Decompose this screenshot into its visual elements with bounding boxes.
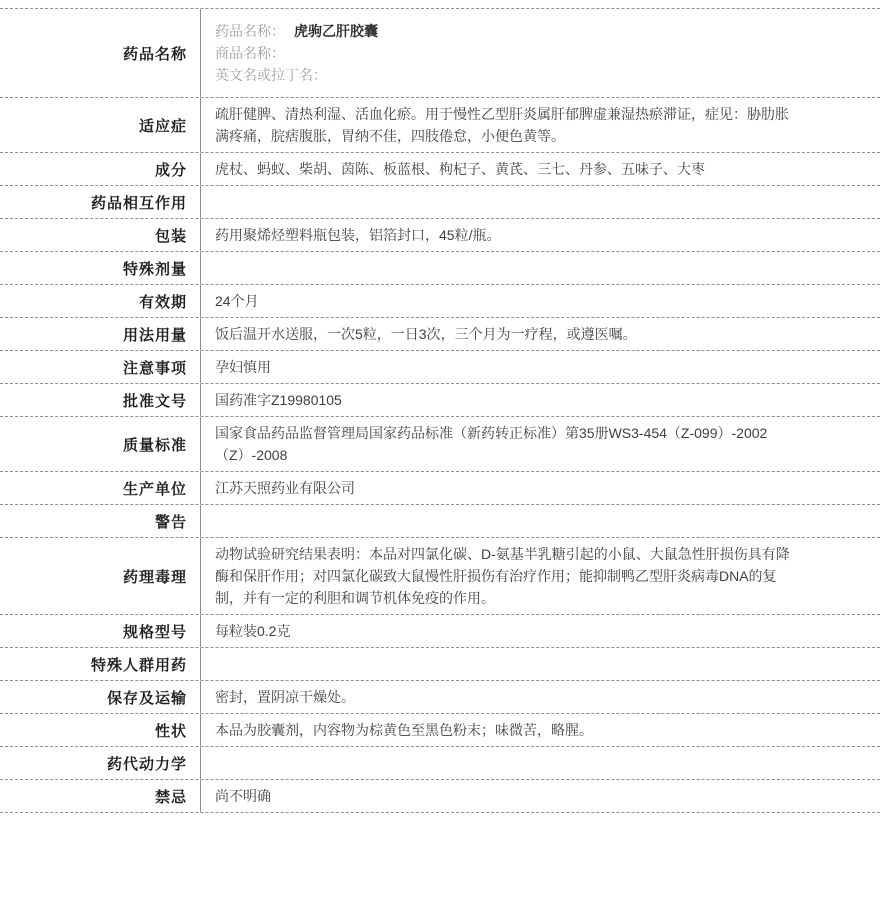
row-label: 药品名称 [122, 45, 187, 63]
row-label-cell [0, 472, 201, 504]
table-row-manufacturer [0, 472, 880, 505]
row-label-cell [0, 648, 201, 680]
row-label-cell [0, 780, 201, 812]
row-label: 包装 [154, 227, 187, 245]
row-label-cell [0, 505, 201, 537]
row-label-cell [0, 219, 201, 251]
table-row-ingredients [0, 153, 880, 186]
row-label: 药理毒理 [122, 568, 187, 586]
table-row-approval-number [0, 384, 880, 417]
row-label-cell [0, 615, 201, 647]
table-row-packaging [0, 219, 880, 252]
row-label: 用法用量 [122, 326, 187, 344]
table-row-dosage-usage [0, 318, 880, 351]
table-row-shelf-life [0, 285, 880, 318]
drug-name-line [215, 20, 378, 42]
row-label: 禁忌 [154, 788, 187, 806]
row-label: 特殊人群用药 [90, 656, 187, 674]
row-label-cell [0, 153, 201, 185]
row-value-cell [201, 648, 880, 680]
row-value-cell [201, 747, 880, 779]
row-label: 特殊剂量 [122, 260, 187, 278]
trade-name-line [215, 42, 378, 64]
row-label-cell [0, 714, 201, 746]
row-label-cell [0, 681, 201, 713]
row-value: 国药准字Z19980105 [215, 392, 342, 408]
row-value-cell [201, 681, 880, 713]
row-label: 成分 [154, 161, 187, 179]
row-value: 动物试验研究结果表明：本品对四氯化碳、D-氨基半乳糖引起的小鼠、大鼠急性肝损伤具有降酶和保肝作用；对四氯化碳致大鼠慢性肝损伤有治疗作用；能抑制鸭乙型肝炎病毒DNA的复制，并有一定的利胆和调节机体免疫的作用。 [215, 546, 790, 606]
row-value-cell [201, 318, 880, 350]
row-value: 密封，置阴凉干燥处。 [215, 689, 355, 705]
row-label: 质量标准 [122, 436, 187, 454]
row-value: 虎杖、蚂蚁、柴胡、茵陈、板蓝根、枸杞子、黄芪、三七、丹参、五味子、大枣 [215, 161, 705, 177]
row-value-cell [201, 472, 880, 504]
row-value-cell [201, 219, 880, 251]
table-row-special-population [0, 648, 880, 681]
row-label-cell [0, 417, 201, 471]
row-value: 饭后温开水送服，一次5粒，一日3次，三个月为一疗程，或遵医嘱。 [215, 326, 637, 342]
row-label-cell [0, 9, 201, 97]
row-value-cell [201, 384, 880, 416]
row-label-cell [0, 351, 201, 383]
row-value-cell [201, 714, 880, 746]
row-value-cell [201, 285, 880, 317]
table-row-special-dosage [0, 252, 880, 285]
latin-name-line [215, 64, 378, 86]
drug-info-table [0, 8, 880, 813]
row-label-cell [0, 285, 201, 317]
row-label: 药品相互作用 [90, 194, 187, 212]
row-label: 保存及运输 [106, 689, 187, 707]
table-row-warning [0, 505, 880, 538]
table-row-indications [0, 98, 880, 153]
row-label-cell [0, 252, 201, 284]
table-row-storage-transport [0, 681, 880, 714]
trade-name-field-label: 商品名称： [215, 45, 285, 61]
row-value: 24个月 [215, 293, 259, 309]
row-value-cell [201, 417, 880, 471]
row-value-cell [201, 351, 880, 383]
row-value-cell [201, 505, 880, 537]
row-label-cell [0, 384, 201, 416]
drug-name-field-label: 药品名称： [215, 23, 285, 39]
row-label: 有效期 [138, 293, 187, 311]
row-value: 国家食品药品监督管理局国家药品标准（新药转正标准）第35册WS3-454（Z-099）-2002（Z）-2008 [215, 425, 768, 463]
row-label-cell [0, 318, 201, 350]
row-label: 性状 [154, 722, 187, 740]
table-row-quality-standard [0, 417, 880, 472]
row-value-cell [201, 186, 880, 218]
latin-name-field-label: 英文名或拉丁名： [215, 67, 327, 83]
row-value: 每粒装0.2克 [215, 623, 291, 639]
row-value: 尚不明确 [215, 788, 271, 804]
row-value: 疏肝健脾、清热利湿、活血化瘀。用于慢性乙型肝炎属肝郁脾虚兼湿热瘀滞证，症见：胁肋胀满疼痛，脘痞腹胀，胃纳不佳，四肢倦怠，小便色黄等。 [215, 106, 789, 144]
row-value-cell [201, 98, 880, 152]
row-value-cell [201, 9, 880, 97]
table-row-specification [0, 615, 880, 648]
row-label: 适应症 [138, 117, 187, 135]
row-value-cell [201, 538, 880, 614]
table-row-drug-name [0, 9, 880, 98]
row-value-cell [201, 780, 880, 812]
row-label-cell [0, 186, 201, 218]
table-row-properties [0, 714, 880, 747]
row-label: 注意事项 [122, 359, 187, 377]
row-label: 批准文号 [122, 392, 187, 410]
row-label-cell [0, 747, 201, 779]
table-row-contraindications [0, 780, 880, 813]
table-row-pharmacology-toxicology [0, 538, 880, 615]
drug-name-value: 虎驹乙肝胶囊 [294, 23, 378, 39]
row-value-cell [201, 153, 880, 185]
row-label: 药代动力学 [106, 755, 187, 773]
row-value: 江苏天照药业有限公司 [215, 480, 355, 496]
row-value: 孕妇慎用 [215, 359, 271, 375]
table-row-drug-interactions [0, 186, 880, 219]
table-row-pharmacokinetics [0, 747, 880, 780]
row-label: 警告 [154, 513, 187, 531]
row-label: 规格型号 [122, 623, 187, 641]
row-value: 本品为胶囊剂，内容物为棕黄色至黑色粉末；味微苦，略腥。 [215, 722, 593, 738]
row-value-cell [201, 615, 880, 647]
row-label: 生产单位 [122, 480, 187, 498]
row-label-cell [0, 98, 201, 152]
row-value: 药用聚烯烃塑料瓶包装，铝箔封口，45粒/瓶。 [215, 227, 501, 243]
row-label-cell [0, 538, 201, 614]
drug-name-lines [215, 14, 378, 92]
table-row-precautions [0, 351, 880, 384]
row-value-cell [201, 252, 880, 284]
